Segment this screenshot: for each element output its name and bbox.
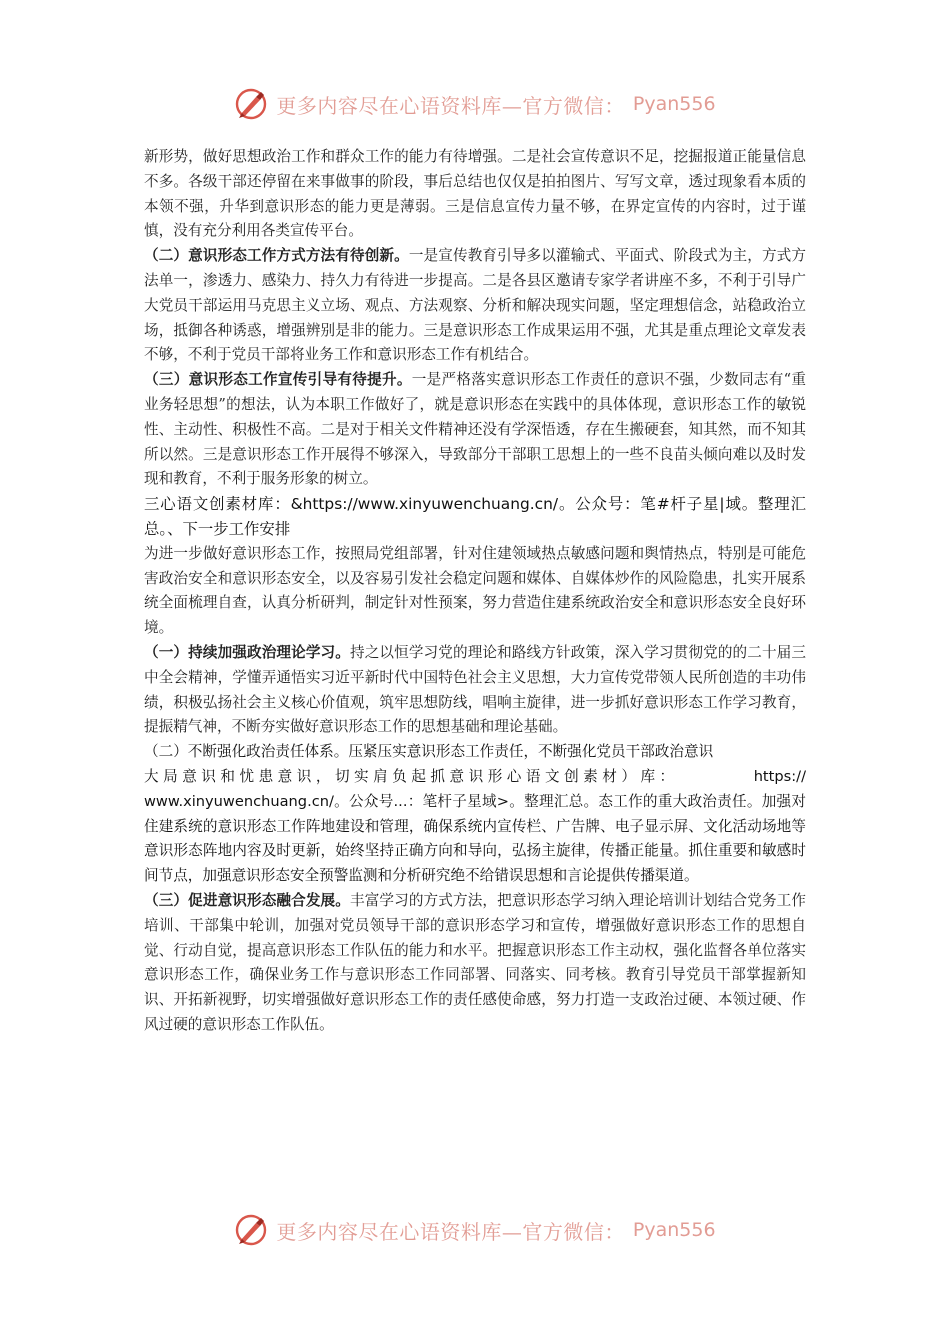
paragraph-7-line-1: （二）不断强化政治责任体系。压紧压实意识形态工作责任，不断强化党员干部政治意识 <box>144 743 714 761</box>
paragraph-2-body: 一是宣传教育引导多以灌输式、平面式、阶段式为主，方式方法单一，渗透力、感染力、持久力有待进一步提高。二是各县区邀请专家学者讲座不多，不利于引导广大党员干部运用马克思主义立场、观点、方法观察、分析和解决现实问题，坚定理想信念，站稳政治立场，抵御各种诱惑，增强辨别是非的能力。三是意识形态工作成果运用不强，尤其是重点理论文章发表不够，不利于党员干部将业务工作和意识形态工作有机结合。 <box>144 247 806 364</box>
paragraph-6 <box>144 641 806 740</box>
paragraph-7-line-2: 大局意识和忧患意识，切实肩负起抓意识形心语文创素材）库： <box>144 767 679 785</box>
header-banner <box>0 84 950 124</box>
footer-banner <box>0 1210 950 1250</box>
banner-text: 更多内容尽在心语资料库—官方微信： <box>276 93 625 118</box>
paragraph-3-body: 一是严格落实意识形态工作责任的意识不强，少数同志有“重业务轻思想”的想法，认为本职工作做好了，就是意识形态在实践中的具体体现，意识形态工作的敏锐性、主动性、积极性不高。二是对于相关文件精神还没有学深悟透，存在生搬硬套，知其然，而不知其所以然。三是意识形态工作开展得不够深入，导致部分干部职工思想上的一些不良苗头倾向难以及时发现和教育，不利于服务形象的树立。 <box>144 371 806 488</box>
paragraph-1: 新形势，做好思想政治工作和群众工作的能力有待增强。二是社会宣传意识不足，挖掘报道正能量信息不多。各级干部还停留在来事做事的阶段，事后总结也仅仅是拍拍图片、写写文章，透过现象看本质的本领不强，升华到意识形态的能力更是薄弱。三是信息宣传力量不够，在界定宣传的内容时，过于谨慎，没有充分利用各类宣传平台。 <box>144 148 806 240</box>
pen-logo-icon <box>234 1213 268 1247</box>
document-body <box>144 145 806 1038</box>
paragraph-4-source-note: 三心语文创素材库：&https://www.xinyuwenchuang.cn/。公众号：笔#杆子星|域。整理汇总。、下一步工作安排 <box>144 495 806 538</box>
paragraph-8 <box>144 889 806 1038</box>
paragraph-5: 为进一步做好意识形态工作，按照局党组部署，针对住建领域热点敏感问题和舆情热点，特别是可能危害政治安全和意识形态安全，以及容易引发社会稳定问题和媒体、自媒体炒作的风险隐患，扎实开展系统全面梳理自查，认真分析研判，制定针对性预案，努力营造住建系统政治安全和意识形态安全良好环境。 <box>144 544 806 637</box>
banner-wechat-id: Pyan556 <box>632 93 716 115</box>
pen-logo-icon <box>234 87 268 121</box>
paragraph-2-heading: （二）意识形态工作方式方法有待创新。 <box>144 247 409 265</box>
paragraph-7-rest: www.xinyuwenchuang.cn/。公众号...：笔杆子星域>。整理汇总。态工作的重大政治责任。加强对住建系统的意识形态工作阵地建设和管理，确保系统内宣传栏、广告牌、电子显示屏、文化活动场地等意识形态阵地内容及时更新，始终坚持正确方向和导向，弘扬主旋律，传播正能量。抓住重要和敏感时间节点，加强意识形态安全预警监测和分析研究绝不给错误思想和言论提供传播渠道。 <box>144 792 806 885</box>
paragraph-6-body: 持之以恒学习党的理论和路线方针政策，深入学习贯彻党的的二十届三中全会精神，学懂弄通悟实习近平新时代中国特色社会主义思想，大力宣传党带领人民所创造的丰功伟绩，积极弘扬社会主义核心价值观，筑牢思想防线，唱响主旋律，进一步抓好意识形态工作学习教育，提振精气神，不断夯实做好意识形态工作的思想基础和理论基础。 <box>144 643 806 736</box>
banner-wechat-id: Pyan556 <box>632 1219 716 1241</box>
paragraph-6-heading: （一）持续加强政治理论学习。 <box>144 643 350 661</box>
paragraph-2 <box>144 244 806 368</box>
paragraph-7-url-start: https:// <box>753 767 806 785</box>
banner-text: 更多内容尽在心语资料库—官方微信： <box>276 1219 625 1244</box>
paragraph-3-heading: （三）意识形态工作宣传引导有待提升。 <box>144 371 412 389</box>
paragraph-8-body: 丰富学习的方式方法，把意识形态学习纳入理论培训计划结合党务工作培训、干部集中轮训，加强对党员领导干部的意识形态学习和宣传，增强做好意识形态工作的思想自觉、行动自觉，提高意识形态工作队伍的能力和水平。把握意识形态工作主动权，强化监督各单位落实意识形态工作，确保业务工作与意识形态工作同部署、同落实、同考核。教育引导党员干部掌握新知识、开拓新视野，切实增强做好意识形态工作的责任感使命感，努力打造一支政治过硬、本领过硬、作风过硬的意识形态工作队伍。 <box>144 891 806 1033</box>
paragraph-3 <box>144 368 806 492</box>
paragraph-7 <box>144 740 806 889</box>
paragraph-8-heading: （三）促进意识形态融合发展。 <box>144 891 350 909</box>
